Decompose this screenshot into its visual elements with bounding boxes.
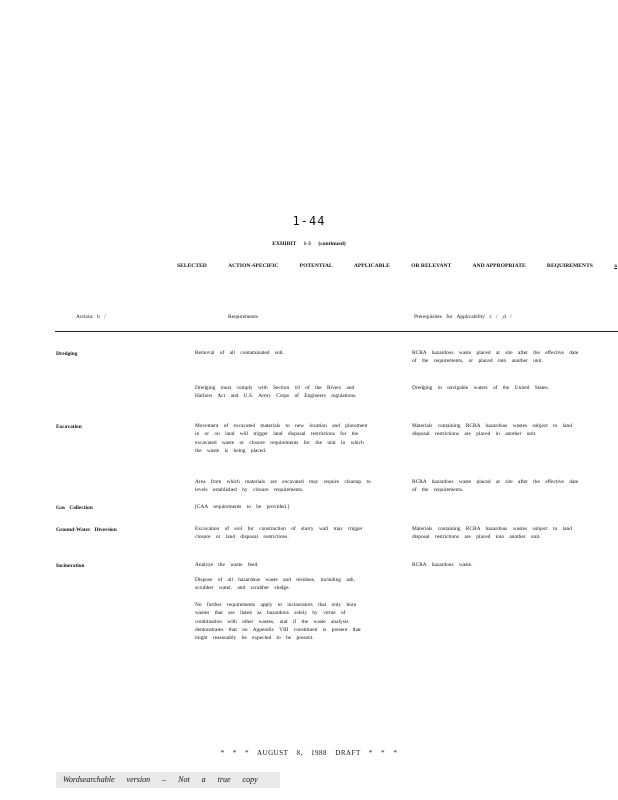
prerequisite-text: RCRA hazardous waste placed at site after the effective date of the requirements. [412,479,579,494]
action-label: Gas Collection [56,505,93,511]
title-word: AND APPROPRIATE [472,263,526,269]
requirement-text: Dredging must comply with Section 10 of the Rivers and Harbors Act and U.S. Army Corps of Engineers regulations. [195,385,357,400]
title-footnote-marker: a [614,263,617,269]
header-divider [55,331,618,332]
column-header-actions: Actions b / [76,314,106,320]
requirement-text: Analyze the waste feed. [195,562,259,568]
action-label: Dredging [56,351,78,357]
title-word: SELECTED [177,263,207,269]
title-word: APPLICABLE [353,263,390,269]
title-word: OR RELEVANT [411,263,452,269]
title-word: REQUIREMENTS [546,263,593,269]
page-number: 1-44 [292,214,326,228]
wordsearchable-banner: Wordsearchable version – Not a true copy [56,772,280,788]
prerequisite-text: Materials containing RCRA hazardous wastes subject to land disposal restrictions are placed into another unit. [412,526,572,541]
column-header-prerequisites: Prerequisites for Applicability c / ,d / [414,314,512,320]
column-header-requirements: Requirements [228,314,258,320]
requirement-text: [CAA requirements to be provided.] [195,504,289,510]
title-word: ACTION-SPECIFIC [228,263,279,269]
action-label: Excavation [56,424,82,430]
requirement-text: Movement of excavated materials to new location and placement in or on land will trigger land disposal restrictions for the excavated waste or closure requirements for the unit in which the waste is being placed. [195,423,368,454]
prerequisite-text: RCRA hazardous waste placed at site after the effective date of the requirements, or placed into another unit. [412,350,579,365]
table-title [177,263,617,269]
title-word: POTENTIAL [299,263,333,269]
exhibit-label: EXHIBIT 1-3 (continued) [272,241,346,247]
requirement-text: Area from which materials are excavated may require cleanup to levels established by closure requirements. [195,479,371,494]
prerequisite-text: RCRA hazardous waste. [412,562,473,568]
requirement-text: No further requirements apply to incinerators that only burn wastes that are listed as hazardous solely by virtue of combination with other wastes, and if the waste analysis demonstrates that no Appendix VIII constituent is present that might reasonably be expected to be present. [195,602,361,642]
draft-footer: * * * AUGUST 8, 1988 DRAFT * * * [220,749,398,757]
requirement-text: Dispose of all hazardous waste and residues, including ash, scrubber water, and scrubber sludge. [195,577,355,592]
prerequisite-text: Materials containing RCRA hazardous wastes subject to land disposal restrictions are placed in another unit. [412,423,572,438]
action-label: Ground-Water Diversion [56,527,117,533]
requirement-text: Removal of all contaminated soil. [195,350,284,356]
requirement-text: Excavation of soil for construction of slurry wall may trigger closure or land disposal restrictions. [195,526,363,541]
prerequisite-text: Dredging in navigable waters of the United States. [412,385,549,391]
action-label: Incineration [56,563,85,569]
